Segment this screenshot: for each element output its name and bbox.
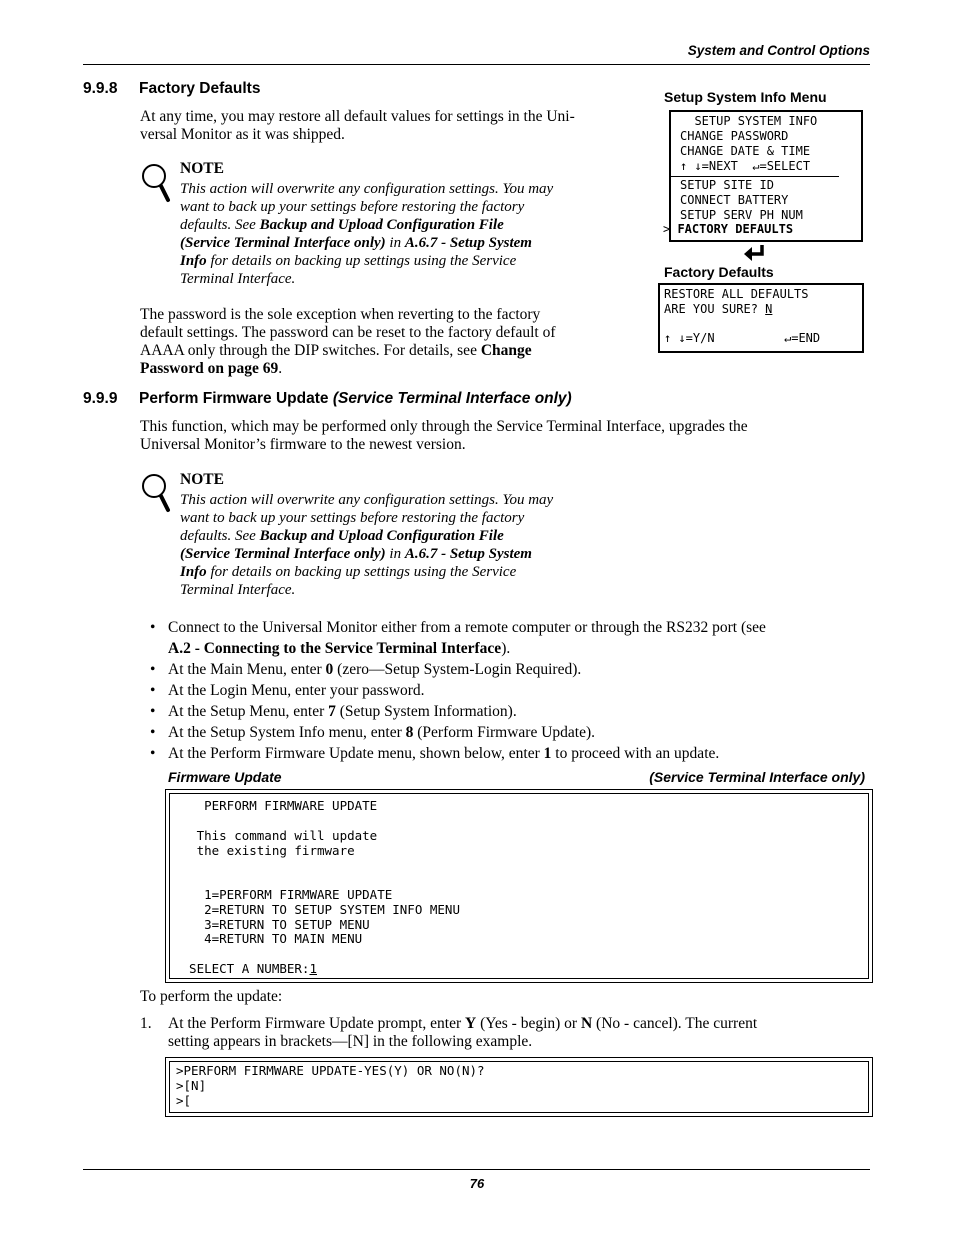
note-title: NOTE	[180, 471, 224, 488]
note-line: want to back up your settings before restoring the factory	[180, 199, 525, 215]
list-item: • At the Perform Firmware Update menu, shown below, enter 1 to proceed with an update.	[150, 745, 720, 762]
list-item: • At the Setup System Info menu, enter 8 (Perform Firmware Update).	[150, 724, 596, 741]
footer-rule	[83, 1169, 870, 1170]
note-line: Terminal Interface.	[180, 582, 296, 598]
note-link: A.6.7 - Setup System	[404, 546, 532, 562]
cross-reference: Password on page 69	[140, 360, 279, 377]
lcd-line: SETUP SERV PH NUM	[680, 208, 803, 222]
lcd-line: ↑ ↓=NEXT ↵=SELECT	[680, 159, 811, 173]
page-number: 76	[469, 1176, 485, 1191]
text-line: AAAA only through the DIP switches. For details, see Change	[140, 342, 532, 359]
terminal-line: >[N]	[176, 1078, 207, 1093]
terminal-line: 4=RETURN TO MAIN MENU	[174, 931, 363, 946]
lcd-line: SETUP SITE ID	[680, 178, 774, 192]
text-line: versal Monitor as it was shipped.	[140, 126, 345, 143]
list-item: • At the Login Menu, enter your password.	[150, 682, 425, 699]
note-line: Info for details on backing up settings using the Service	[180, 564, 517, 580]
section-title: Perform Firmware Update	[139, 390, 333, 407]
factory-intro	[140, 108, 650, 144]
section-number: 9.9.8	[83, 80, 118, 97]
note-line: Info for details on backing up settings using the Service	[180, 253, 517, 269]
section-number: 9.9.9	[83, 390, 118, 407]
text-line: At the Perform Firmware Update prompt, enter Y (Yes - begin) or N (No - cancel). The current	[168, 1015, 758, 1032]
lcd-line: RESTORE ALL DEFAULTS	[664, 287, 809, 301]
lcd-line: ↑ ↓=Y/N	[664, 331, 715, 345]
password-paragraph	[140, 306, 650, 378]
note-link: A.6.7 - Setup System	[404, 235, 532, 251]
terminal-prompt	[165, 1057, 873, 1117]
section-heading-9-9-9	[83, 390, 572, 408]
text-line: Password on page 69.	[140, 360, 283, 377]
note-factory	[180, 160, 650, 288]
text-line: At any time, you may restore all default values for settings in the Uni-	[140, 108, 575, 125]
text-line: Universal Monitor’s firmware to the newest version.	[140, 436, 466, 453]
lcd-factory-defaults	[658, 283, 864, 353]
note-line: want to back up your settings before restoring the factory	[180, 510, 525, 526]
terminal-line: 2=RETURN TO SETUP SYSTEM INFO MENU	[174, 902, 460, 917]
lcd-line-selected: > FACTORY DEFAULTS	[663, 222, 794, 236]
terminal-line: PERFORM FIRMWARE UPDATE	[174, 798, 378, 813]
terminal-line: the existing firmware	[174, 843, 355, 858]
note-line: This action will overwrite any configuration settings. You may	[180, 492, 554, 508]
terminal-line: >[	[176, 1093, 192, 1108]
note-line: defaults. See Backup and Upload Configuration File	[180, 217, 504, 233]
caption-service-terminal: (Service Terminal Interface only)	[649, 769, 865, 785]
section-title-qualifier: (Service Terminal Interface only)	[332, 390, 572, 407]
note-line: (Service Terminal Interface only) in A.6.7 - Setup System	[180, 235, 532, 251]
terminal-line: SELECT A NUMBER:1	[174, 961, 317, 976]
section-title: Factory Defaults	[139, 80, 261, 97]
lcd-label-factory: Factory Defaults	[664, 264, 774, 280]
terminal-line: This command will update	[174, 828, 378, 843]
terminal-line: >PERFORM FIRMWARE UPDATE-YES(Y) OR NO(N)?	[176, 1063, 485, 1078]
lcd-line: CHANGE DATE & TIME	[680, 144, 811, 158]
list-item: • Connect to the Universal Monitor either from a remote computer or through the RS232 port (see A.2 - Connecting to the Service Terminal Interface).	[150, 619, 766, 657]
firmware-intro	[140, 418, 870, 454]
terminal-firmware-update	[165, 789, 873, 983]
caption-firmware-update: Firmware Update	[168, 769, 282, 785]
lcd-divider	[669, 176, 839, 177]
enter-arrow-icon	[744, 244, 768, 262]
note-link: Backup and Upload Configuration File	[259, 528, 504, 544]
header-rule	[83, 64, 870, 65]
magnifier-icon	[140, 472, 174, 514]
text-line: default settings. The password can be reset to the factory default of	[140, 324, 556, 341]
note-line: Terminal Interface.	[180, 271, 296, 287]
cross-reference: A.2 - Connecting to the Service Terminal Interface	[168, 640, 502, 657]
step-1	[168, 1015, 868, 1051]
step-number: 1.	[140, 1015, 152, 1032]
text-line: setting appears in brackets—[N] in the following example.	[168, 1033, 533, 1050]
lcd-line: ↵=END	[784, 331, 821, 345]
section-heading-9-9-8	[83, 80, 260, 98]
note-line: This action will overwrite any configuration settings. You may	[180, 181, 554, 197]
list-item: • At the Main Menu, enter 0 (zero—Setup System-Login Required).	[150, 661, 582, 678]
note-firmware	[180, 471, 650, 599]
text-line: The password is the sole exception when reverting to the factory	[140, 306, 541, 323]
terminal-line: 1=PERFORM FIRMWARE UPDATE	[174, 887, 393, 902]
cross-reference: Change	[480, 342, 532, 359]
note-link: Backup and Upload Configuration File	[259, 217, 504, 233]
note-line: defaults. See Backup and Upload Configuration File	[180, 528, 504, 544]
note-line: (Service Terminal Interface only) in A.6.7 - Setup System	[180, 546, 532, 562]
note-title: NOTE	[180, 160, 224, 177]
procedure-bullets	[150, 617, 870, 764]
lcd-line: CHANGE PASSWORD	[680, 129, 789, 143]
header-title: System and Control Options	[687, 43, 870, 58]
lcd-label-setup: Setup System Info Menu	[664, 89, 827, 105]
terminal-line: 3=RETURN TO SETUP MENU	[174, 917, 370, 932]
perform-intro: To perform the update:	[140, 988, 283, 1005]
lcd-line: CONNECT BATTERY	[680, 193, 789, 207]
list-item: • At the Setup Menu, enter 7 (Setup System Information).	[150, 703, 517, 720]
text-line: This function, which may be performed only through the Service Terminal Interface, upgrades the	[140, 418, 748, 435]
lcd-line: ARE YOU SURE? N	[664, 302, 773, 316]
lcd-setup-system-info	[663, 110, 863, 242]
magnifier-icon	[140, 162, 174, 204]
lcd-line: SETUP SYSTEM INFO	[680, 114, 818, 128]
